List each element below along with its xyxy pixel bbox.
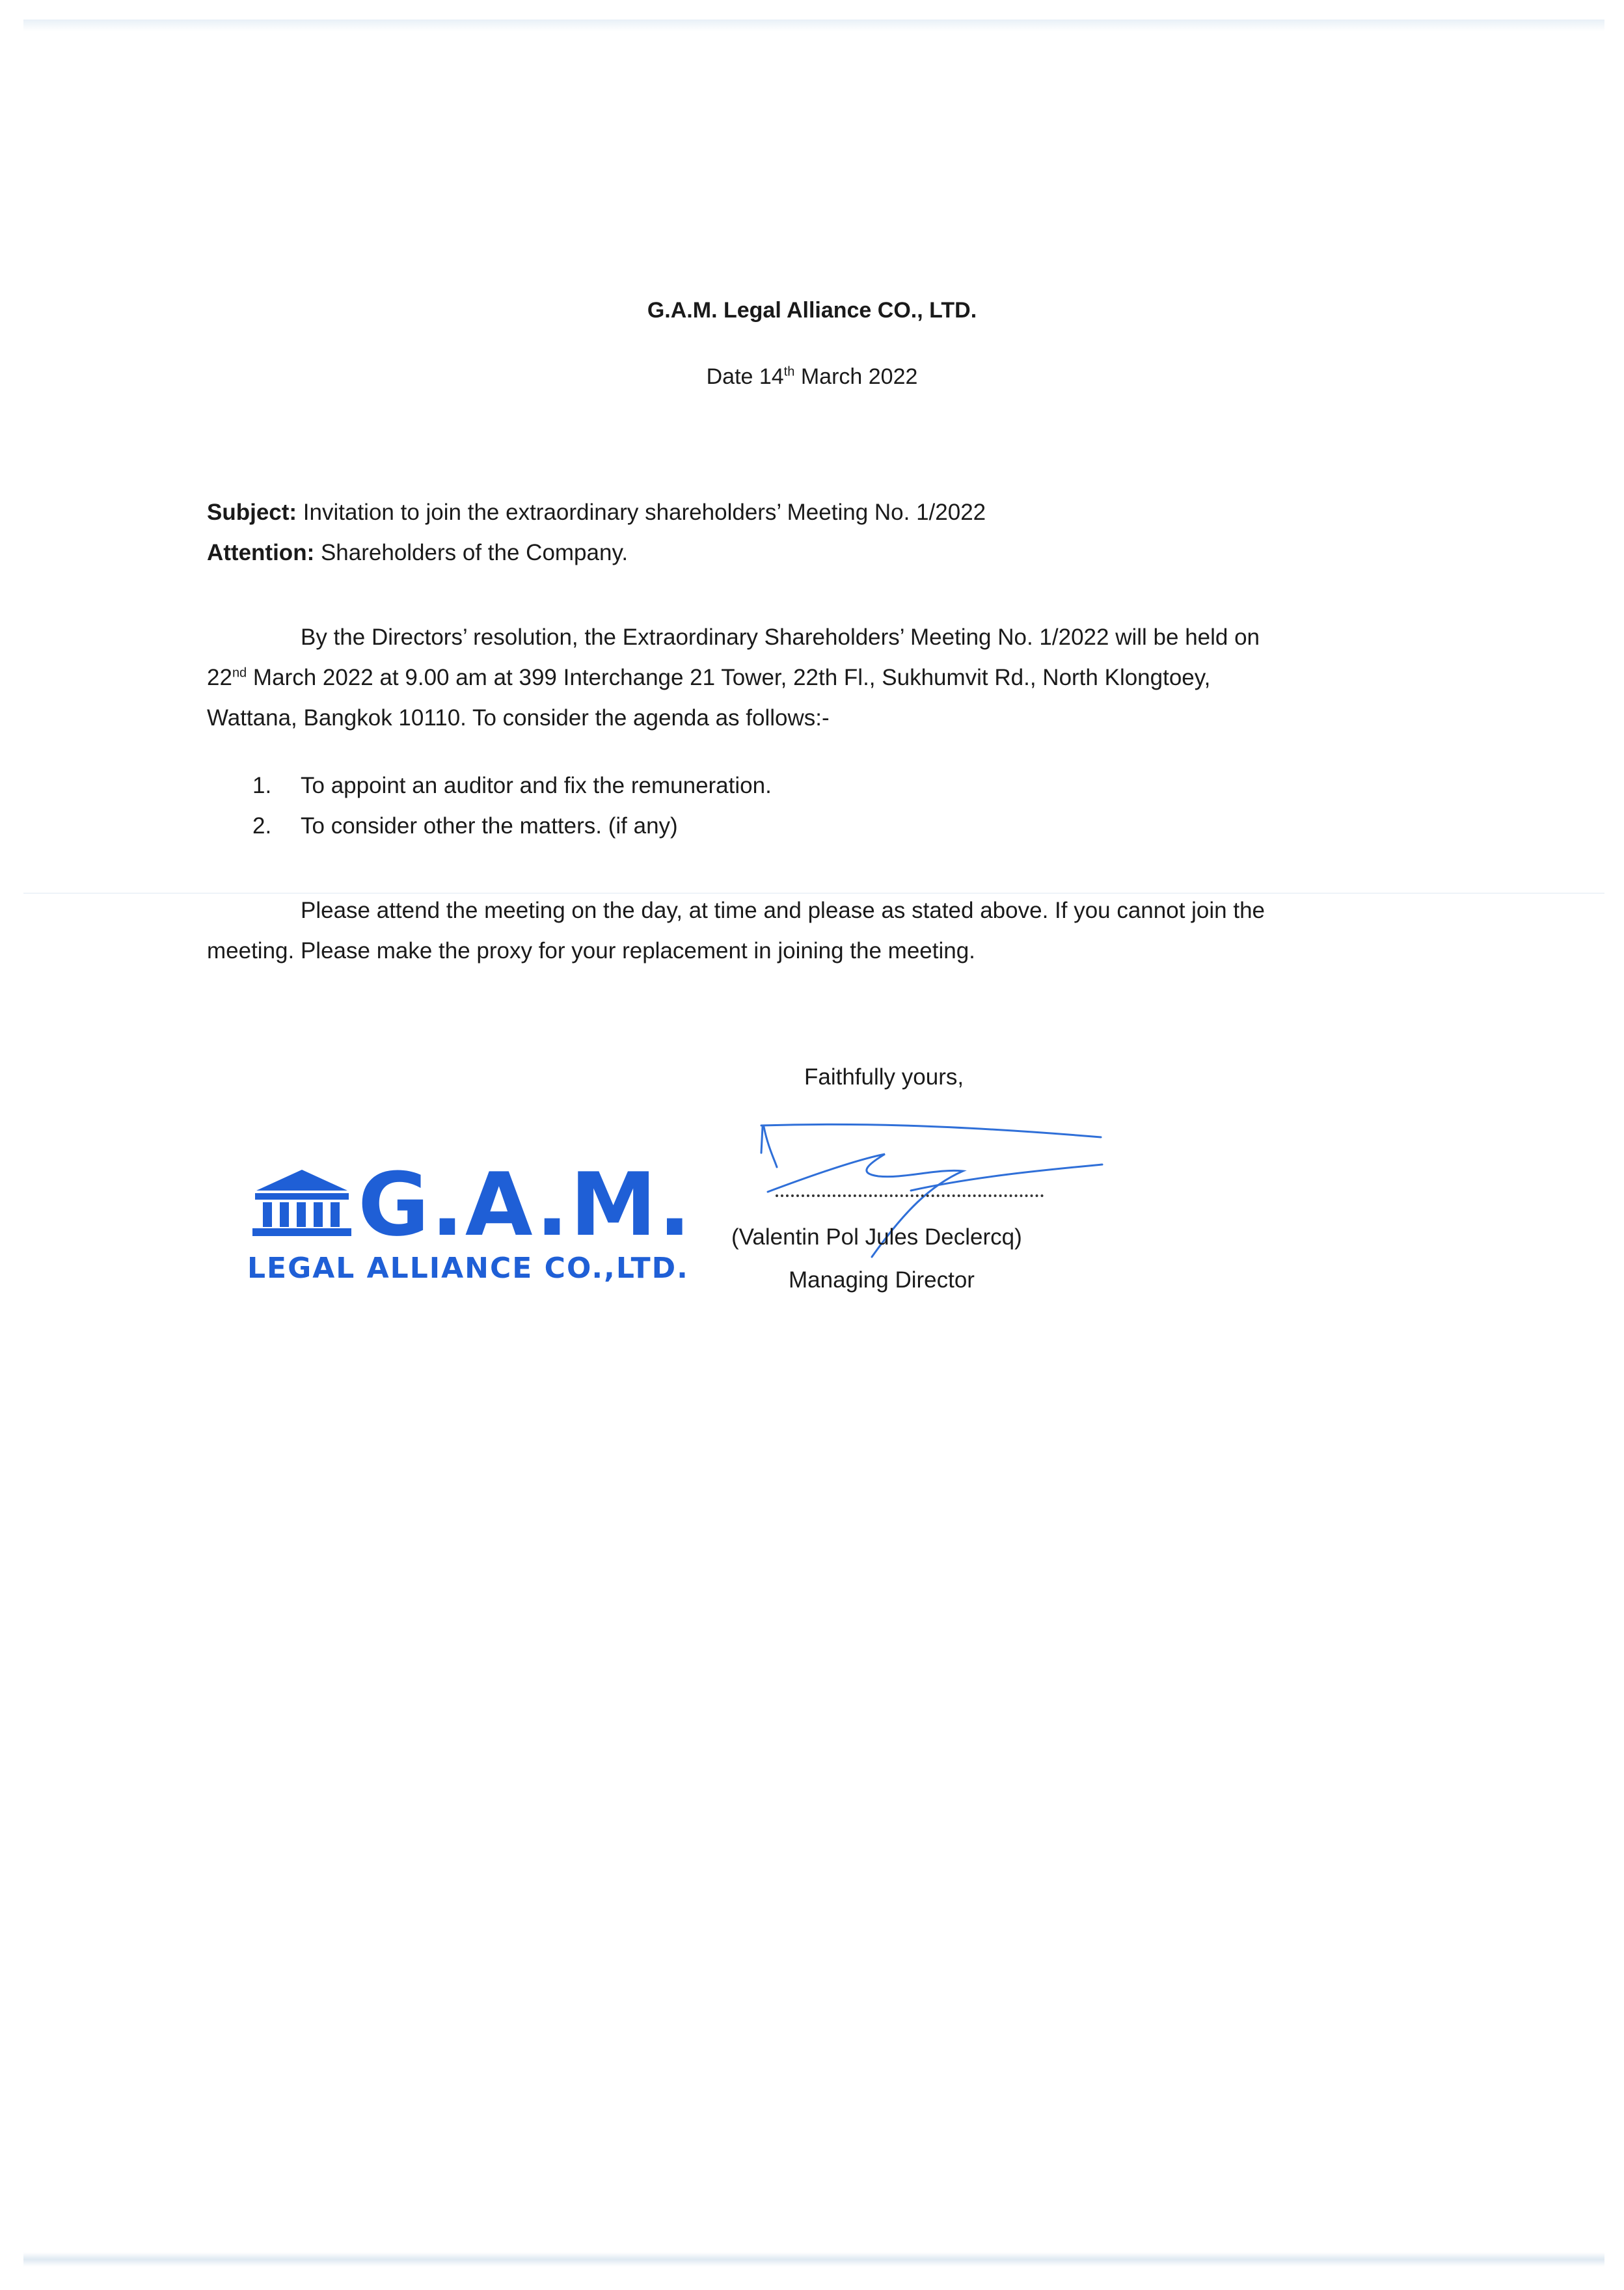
- paragraph-1-line-1: By the Directors’ resolution, the Extraordinary Shareholders’ Meeting No. 1/2022 will be held on: [301, 625, 1260, 650]
- scan-edge-bottom: [23, 2252, 1604, 2267]
- attention-line: [207, 540, 628, 566]
- agenda-number: 2.: [252, 813, 272, 839]
- letter-date: Date 14th March 2022: [706, 364, 918, 389]
- logo-subtitle: LEGAL ALLIANCE CO.,LTD.: [247, 1252, 689, 1285]
- subject-label: Subject:: [207, 500, 297, 525]
- signatory-title: Managing Director: [789, 1267, 975, 1293]
- courthouse-icon: [250, 1167, 354, 1239]
- paragraph-2-line-2: meeting. Please make the proxy for your replacement in joining the meeting.: [207, 938, 975, 963]
- scan-edge-top: [23, 20, 1604, 31]
- logo-wordmark: G.A.M.: [358, 1154, 693, 1256]
- closing-salutation: Faithfully yours,: [804, 1064, 964, 1090]
- agenda-number: 1.: [252, 773, 272, 798]
- company-heading: G.A.M. Legal Alliance CO., LTD.: [647, 298, 977, 323]
- paragraph-1-line-3: Wattana, Bangkok 10110. To consider the agenda as follows:-: [207, 705, 830, 731]
- signature-dotted-line: [776, 1194, 1044, 1197]
- subject-line: [207, 500, 986, 526]
- agenda-item: To consider other the matters. (if any): [301, 813, 678, 839]
- subject-text: Invitation to join the extraordinary shareholders’ Meeting No. 1/2022: [297, 500, 986, 525]
- signatory-name: (Valentin Pol Jules Declercq): [731, 1224, 1022, 1250]
- company-logo: [247, 1154, 693, 1296]
- attention-label: Attention:: [207, 540, 315, 565]
- paragraph-2-line-1: Please attend the meeting on the day, at time and please as stated above. If you cannot join the: [301, 898, 1265, 923]
- paragraph-1-line-2: 22nd March 2022 at 9.00 am at 399 Interchange 21 Tower, 22th Fl., Sukhumvit Rd., North Klongtoey,: [207, 665, 1211, 690]
- scan-artifact-line: [23, 893, 1604, 894]
- agenda-item: To appoint an auditor and fix the remuneration.: [301, 773, 772, 798]
- attention-text: Shareholders of the Company.: [314, 540, 629, 565]
